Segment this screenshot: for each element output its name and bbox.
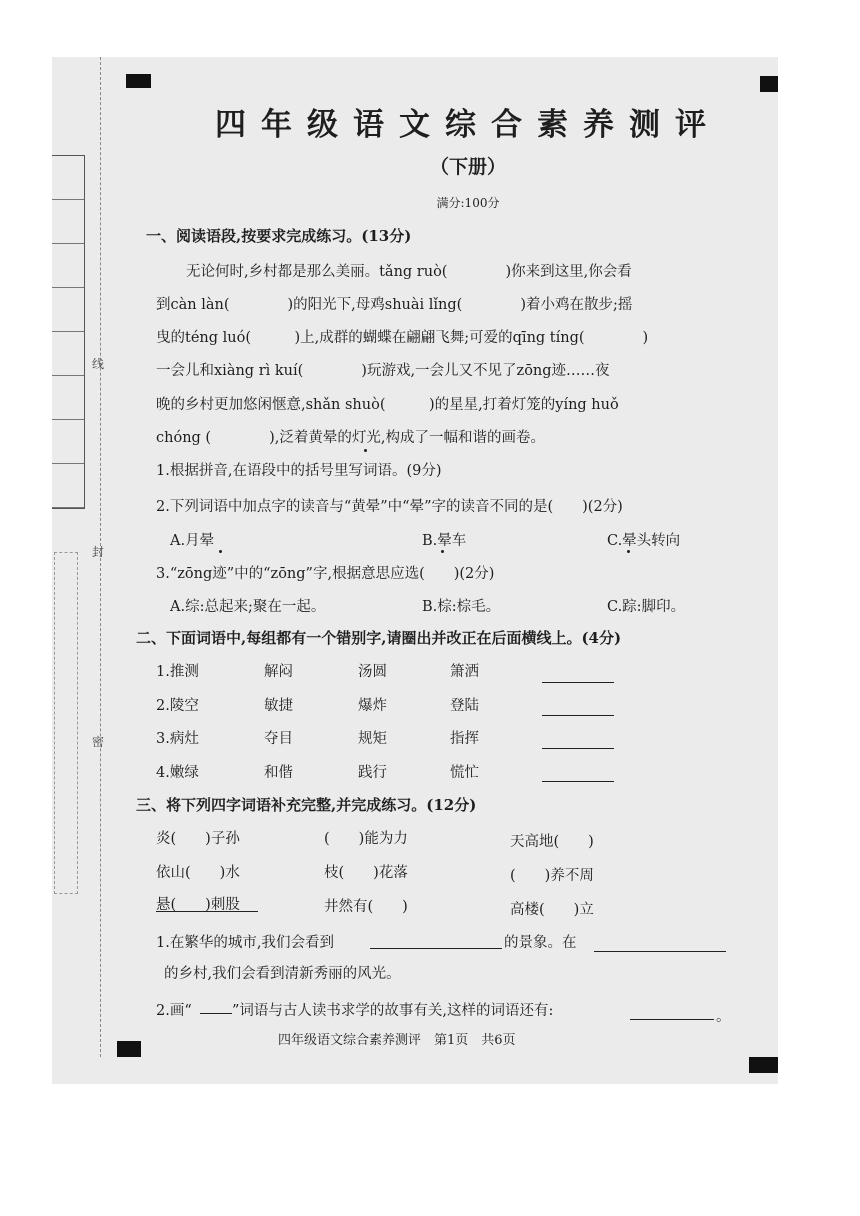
question: 1.在繁华的城市,我们会看到 (156, 935, 334, 951)
word-row-label: 1.推测 (156, 664, 199, 680)
binding-char-xian: 线 (92, 357, 105, 371)
answer-line[interactable] (542, 715, 614, 716)
passage-line: 到càn làn( )的阳光下,母鸡shuài lǐng( )着小鸡在散步;摇 (156, 297, 633, 313)
answer-line[interactable] (542, 748, 614, 749)
option: B.棕:棕毛。 (422, 599, 501, 615)
question: 2.画“ (156, 1003, 192, 1019)
word: 解闷 (264, 664, 293, 680)
answer-line[interactable] (630, 1019, 714, 1020)
word: 践行 (358, 765, 387, 781)
section-1-heading: 一、阅读语段,按要求完成练习。(13分) (146, 227, 412, 245)
option: C.晕头转向 (607, 533, 681, 549)
section-2-heading: 二、下面词语中,每组都有一个错别字,请圈出并改正在后面横线上。(4分) (136, 629, 622, 647)
registration-mark (760, 76, 778, 92)
section-3-heading: 三、将下列四字词语补充完整,并完成练习。(12分) (136, 796, 477, 814)
word-row-label: 4.嫩绿 (156, 765, 199, 781)
emphasis-dot (627, 550, 630, 553)
page-subtitle: （下册） (429, 156, 506, 178)
binding-box (54, 552, 78, 894)
binding-char-feng: 封 (92, 545, 105, 559)
registration-mark (126, 74, 151, 88)
emphasis-dot (364, 449, 367, 452)
question: 的乡村,我们会看到清新秀丽的风光。 (164, 966, 401, 982)
registration-mark (749, 1057, 778, 1073)
emphasis-dot (219, 550, 222, 553)
word: 敏捷 (264, 698, 293, 714)
question: 3.“zōng迹”中的“zōng”字,根据意思应选( )(2分) (156, 566, 495, 582)
answer-line[interactable] (370, 948, 502, 949)
word: 夺目 (264, 731, 293, 747)
emphasis-dot (441, 550, 444, 553)
answer-line[interactable] (594, 951, 726, 952)
word: 汤圆 (358, 664, 387, 680)
word: 慌忙 (450, 765, 479, 781)
page-footer: 四年级语文综合素养测评 第1页 共6页 (278, 1033, 516, 1048)
passage-line: 无论何时,乡村都是那么美丽。tǎng ruò( )你来到这里,你会看 (186, 264, 632, 280)
idiom: ( )养不周 (510, 868, 594, 884)
idiom: 炎( )子孙 (156, 831, 240, 847)
passage-line: chóng ( ),泛着黄晕的灯光,构成了一幅和谐的画卷。 (156, 430, 545, 446)
question: 1.根据拼音,在语段中的括号里写词语。(9分) (156, 463, 442, 479)
word: 指挥 (450, 731, 479, 747)
idiom: 依山( )水 (156, 865, 240, 881)
idiom: 枝( )花落 (324, 865, 408, 881)
word-row-label: 2.陵空 (156, 698, 199, 714)
idiom: 天高地( ) (510, 834, 594, 850)
word: 规矩 (358, 731, 387, 747)
question: 的景象。在 (504, 935, 577, 951)
option: A.综:总起来;聚在一起。 (170, 599, 326, 615)
blank-line[interactable] (200, 1013, 232, 1014)
info-grid (52, 155, 85, 509)
passage-line: 晚的乡村更加悠闲惬意,shǎn shuò( )的星星,打着灯笼的yíng huǒ (156, 397, 619, 413)
word: 爆炸 (358, 698, 387, 714)
answer-line[interactable] (542, 682, 614, 683)
word: 箫洒 (450, 664, 479, 680)
full-score: 满分:100分 (436, 196, 500, 210)
idiom: ( )能为力 (324, 831, 408, 847)
underline (156, 911, 258, 912)
binding-char-mi: 密 (92, 735, 105, 749)
answer-line[interactable] (542, 781, 614, 782)
exam-paper (52, 57, 778, 1084)
passage-line: 曳的téng luó( )上,成群的蝴蝶在翩翩飞舞;可爱的qīng tíng( ) (156, 330, 649, 346)
option: A.月晕 (170, 533, 215, 549)
word: 和偕 (264, 765, 293, 781)
word-row-label: 3.病灶 (156, 731, 199, 747)
question: 。 (716, 1009, 731, 1025)
registration-mark (117, 1041, 141, 1057)
idiom: 高楼( )立 (510, 902, 594, 918)
question: 2.下列词语中加点字的读音与“黄晕”中“晕”字的读音不同的是( )(2分) (156, 499, 623, 515)
idiom: 井然有( ) (324, 899, 408, 915)
idiom: 悬( )刺股 (156, 897, 240, 913)
page-title: 四年级语文综合素养测评 (215, 107, 721, 143)
option: C.踪:脚印。 (607, 599, 686, 615)
word: 登陆 (450, 698, 479, 714)
question: ”词语与古人读书求学的故事有关,这样的词语还有: (232, 1003, 554, 1019)
passage-line: 一会儿和xiàng rì kuí( )玩游戏,一会儿又不见了zōng迹……夜 (156, 363, 610, 379)
option: B.晕车 (422, 533, 467, 549)
